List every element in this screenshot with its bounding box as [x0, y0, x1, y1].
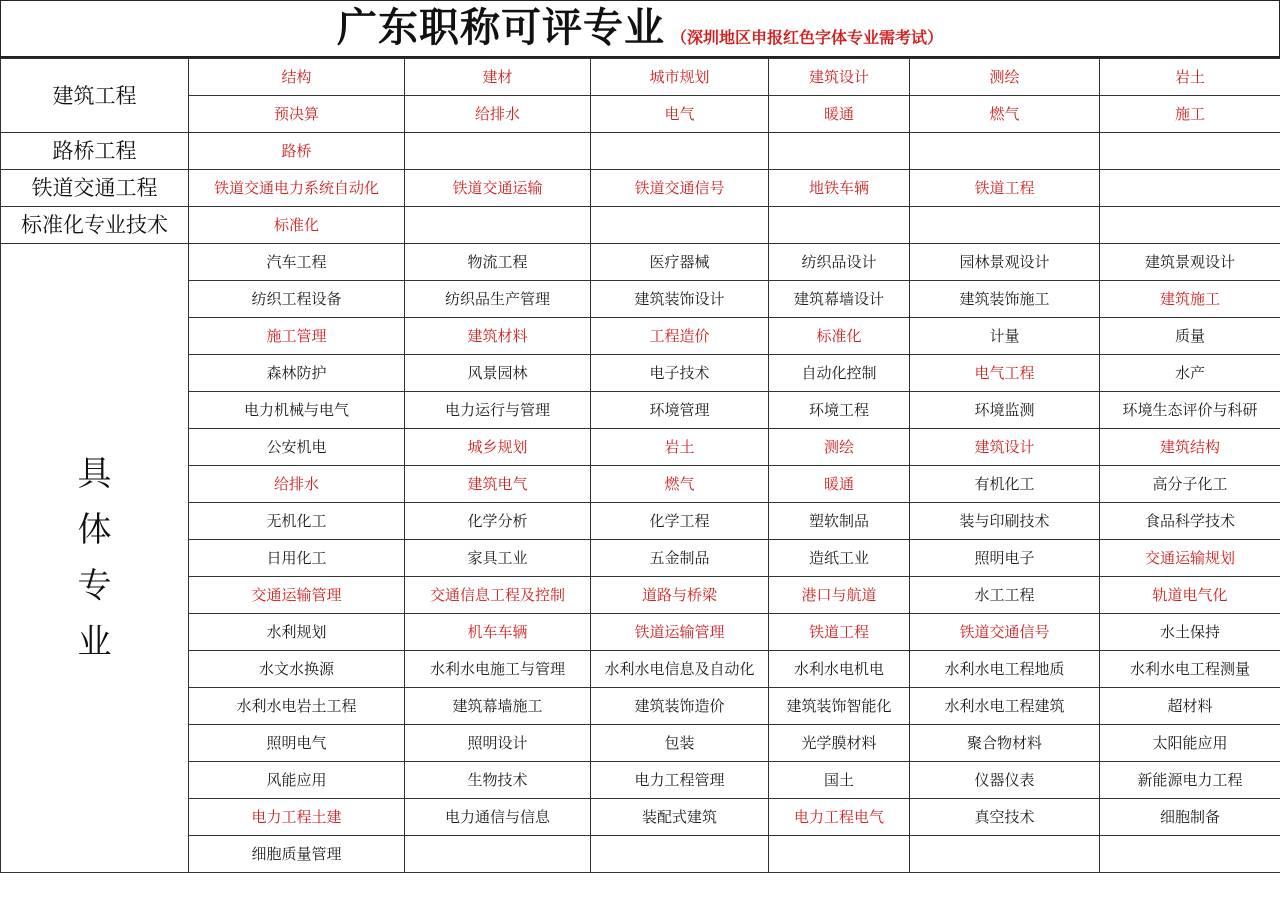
- major-cell[interactable]: 公安机电: [189, 429, 405, 466]
- major-cell[interactable]: 施工: [1100, 96, 1280, 133]
- major-cell[interactable]: 水利水电岩土工程: [189, 688, 405, 725]
- majors-table: [0, 58, 1280, 873]
- major-cell[interactable]: 纺织工程设备: [189, 281, 405, 318]
- major-cell[interactable]: 塑软制品: [769, 503, 910, 540]
- major-cell[interactable]: 纺织品设计: [769, 244, 910, 281]
- empty-cell[interactable]: [405, 836, 591, 873]
- major-cell[interactable]: 建筑施工: [1100, 281, 1280, 318]
- major-cell[interactable]: 生物技术: [405, 762, 591, 799]
- major-cell[interactable]: 标准化: [189, 207, 405, 244]
- title-row: [0, 0, 1280, 58]
- major-cell[interactable]: 装配式建筑: [591, 799, 769, 836]
- major-cell[interactable]: 电力工程管理: [591, 762, 769, 799]
- major-cell[interactable]: 交通运输规划: [1100, 540, 1280, 577]
- major-cell[interactable]: 食品科学技术: [1100, 503, 1280, 540]
- category-cell: [1, 244, 189, 873]
- empty-cell[interactable]: [405, 133, 591, 170]
- table-row: [1, 170, 1280, 207]
- major-cell[interactable]: 水工工程: [910, 577, 1100, 614]
- major-cell[interactable]: 水利水电机电: [769, 651, 910, 688]
- major-cell[interactable]: 无机化工: [189, 503, 405, 540]
- major-cell[interactable]: 家具工业: [405, 540, 591, 577]
- major-cell[interactable]: 电力工程电气: [769, 799, 910, 836]
- major-cell[interactable]: 工程造价: [591, 318, 769, 355]
- major-cell[interactable]: 路桥: [189, 133, 405, 170]
- major-cell[interactable]: 水利水电工程建筑: [910, 688, 1100, 725]
- major-cell[interactable]: 铁道交通信号: [591, 170, 769, 207]
- empty-cell[interactable]: [1100, 207, 1280, 244]
- major-cell[interactable]: 环境生态评价与科研: [1100, 392, 1280, 429]
- major-cell[interactable]: 交通运输管理: [189, 577, 405, 614]
- major-cell[interactable]: 水利水电信息及自动化: [591, 651, 769, 688]
- major-cell[interactable]: 水产: [1100, 355, 1280, 392]
- major-cell[interactable]: 新能源电力工程: [1100, 762, 1280, 799]
- major-cell[interactable]: 环境监测: [910, 392, 1100, 429]
- category-cell: 标准化专业技术: [1, 207, 189, 244]
- page-title: 广东职称可评专业: [336, 4, 665, 51]
- major-cell[interactable]: 测绘: [910, 59, 1100, 96]
- empty-cell[interactable]: [591, 207, 769, 244]
- major-cell[interactable]: 建筑装饰设计: [591, 281, 769, 318]
- major-cell[interactable]: 国土: [769, 762, 910, 799]
- major-cell[interactable]: 水文水换源: [189, 651, 405, 688]
- major-cell[interactable]: 电气: [591, 96, 769, 133]
- major-cell[interactable]: 风能应用: [189, 762, 405, 799]
- major-cell[interactable]: 给排水: [189, 466, 405, 503]
- empty-cell[interactable]: [591, 133, 769, 170]
- major-cell[interactable]: 水利水电施工与管理: [405, 651, 591, 688]
- major-cell[interactable]: 铁道交通电力系统自动化: [189, 170, 405, 207]
- major-cell[interactable]: 照明电气: [189, 725, 405, 762]
- major-cell[interactable]: 建筑景观设计: [1100, 244, 1280, 281]
- empty-cell[interactable]: [1100, 133, 1280, 170]
- table-row: [1, 207, 1280, 244]
- major-cell[interactable]: 铁道工程: [910, 170, 1100, 207]
- major-cell[interactable]: 机车车辆: [405, 614, 591, 651]
- major-cell[interactable]: 铁道工程: [769, 614, 910, 651]
- category-char: 业: [77, 622, 112, 662]
- table-row: [1, 429, 1280, 466]
- major-cell[interactable]: 电力通信与信息: [405, 799, 591, 836]
- major-cell[interactable]: 聚合物材料: [910, 725, 1100, 762]
- empty-cell[interactable]: [910, 836, 1100, 873]
- major-cell[interactable]: 暖通: [769, 96, 910, 133]
- major-cell[interactable]: 给排水: [405, 96, 591, 133]
- table-row: [1, 725, 1280, 762]
- major-cell[interactable]: 细胞制备: [1100, 799, 1280, 836]
- major-cell[interactable]: 照明设计: [405, 725, 591, 762]
- table-row: [1, 540, 1280, 577]
- major-cell[interactable]: 结构: [189, 59, 405, 96]
- major-cell[interactable]: 建材: [405, 59, 591, 96]
- major-cell[interactable]: 化学工程: [591, 503, 769, 540]
- major-cell[interactable]: 岩土: [1100, 59, 1280, 96]
- major-cell[interactable]: 太阳能应用: [1100, 725, 1280, 762]
- table-row: [1, 836, 1280, 873]
- major-cell[interactable]: 自动化控制: [769, 355, 910, 392]
- major-cell[interactable]: 风景园林: [405, 355, 591, 392]
- major-cell[interactable]: 有机化工: [910, 466, 1100, 503]
- table-row: [1, 466, 1280, 503]
- major-cell[interactable]: 水利规划: [189, 614, 405, 651]
- major-cell[interactable]: 装与印刷技术: [910, 503, 1100, 540]
- table-row: [1, 96, 1280, 133]
- empty-cell[interactable]: [591, 836, 769, 873]
- category-cell: 铁道交通工程: [1, 170, 189, 207]
- major-cell[interactable]: 真空技术: [910, 799, 1100, 836]
- major-cell[interactable]: 光学膜材料: [769, 725, 910, 762]
- major-cell[interactable]: 标准化: [769, 318, 910, 355]
- table-body: [1, 59, 1280, 873]
- major-cell[interactable]: 包装: [591, 725, 769, 762]
- major-cell[interactable]: 质量: [1100, 318, 1280, 355]
- major-cell[interactable]: 电力机械与电气: [189, 392, 405, 429]
- major-cell[interactable]: 纺织品生产管理: [405, 281, 591, 318]
- category-char: 体: [77, 510, 112, 550]
- major-cell[interactable]: 医疗器械: [591, 244, 769, 281]
- major-cell[interactable]: 电力运行与管理: [405, 392, 591, 429]
- table-row: [1, 133, 1280, 170]
- table-row: [1, 614, 1280, 651]
- major-cell[interactable]: 城市规划: [591, 59, 769, 96]
- table-row: [1, 392, 1280, 429]
- category-cell: 建筑工程: [1, 59, 189, 133]
- major-cell[interactable]: 水土保持: [1100, 614, 1280, 651]
- table-row: [1, 799, 1280, 836]
- major-cell[interactable]: 建筑结构: [1100, 429, 1280, 466]
- major-cell[interactable]: 暖通: [769, 466, 910, 503]
- major-cell[interactable]: 建筑幕墙设计: [769, 281, 910, 318]
- table-row: [1, 651, 1280, 688]
- major-cell[interactable]: 五金制品: [591, 540, 769, 577]
- empty-cell[interactable]: [910, 207, 1100, 244]
- major-cell[interactable]: 铁道交通信号: [910, 614, 1100, 651]
- title-note: （深圳地区申报红色字体专业需考试）: [670, 28, 943, 47]
- table-row: [1, 318, 1280, 355]
- major-cell[interactable]: 燃气: [910, 96, 1100, 133]
- major-cell[interactable]: 电力工程土建: [189, 799, 405, 836]
- empty-cell[interactable]: [769, 133, 910, 170]
- major-cell[interactable]: 建筑设计: [910, 429, 1100, 466]
- category-char: 具: [77, 454, 112, 494]
- empty-cell[interactable]: [405, 207, 591, 244]
- major-cell[interactable]: 水利水电工程地质: [910, 651, 1100, 688]
- major-cell[interactable]: 计量: [910, 318, 1100, 355]
- major-cell[interactable]: 环境工程: [769, 392, 910, 429]
- major-cell[interactable]: 造纸工业: [769, 540, 910, 577]
- table-row: [1, 762, 1280, 799]
- table-row: [1, 688, 1280, 725]
- major-cell[interactable]: 森林防护: [189, 355, 405, 392]
- major-cell[interactable]: 施工管理: [189, 318, 405, 355]
- table-row: [1, 281, 1280, 318]
- major-cell[interactable]: 轨道电气化: [1100, 577, 1280, 614]
- major-cell[interactable]: 仪器仪表: [910, 762, 1100, 799]
- major-cell[interactable]: 交通信息工程及控制: [405, 577, 591, 614]
- major-cell[interactable]: 道路与桥梁: [591, 577, 769, 614]
- empty-cell[interactable]: [1100, 836, 1280, 873]
- major-cell[interactable]: 照明电子: [910, 540, 1100, 577]
- major-cell[interactable]: 建筑装饰智能化: [769, 688, 910, 725]
- category-cell: 路桥工程: [1, 133, 189, 170]
- table-row: [1, 355, 1280, 392]
- major-cell[interactable]: 港口与航道: [769, 577, 910, 614]
- major-cell[interactable]: 测绘: [769, 429, 910, 466]
- major-cell[interactable]: 建筑设计: [769, 59, 910, 96]
- table-row: [1, 503, 1280, 540]
- table-row: [1, 577, 1280, 614]
- empty-cell[interactable]: [910, 133, 1100, 170]
- major-cell[interactable]: 水利水电工程测量: [1100, 651, 1280, 688]
- empty-cell[interactable]: [769, 836, 910, 873]
- major-cell[interactable]: 岩土: [591, 429, 769, 466]
- major-cell[interactable]: 建筑装饰施工: [910, 281, 1100, 318]
- empty-cell[interactable]: [1100, 170, 1280, 207]
- empty-cell[interactable]: [769, 207, 910, 244]
- major-cell[interactable]: 预决算: [189, 96, 405, 133]
- major-cell[interactable]: 地铁车辆: [769, 170, 910, 207]
- table-row: [1, 59, 1280, 96]
- major-cell[interactable]: 化学分析: [405, 503, 591, 540]
- major-cell[interactable]: 建筑电气: [405, 466, 591, 503]
- major-cell[interactable]: 超材料: [1100, 688, 1280, 725]
- major-cell[interactable]: 建筑幕墙施工: [405, 688, 591, 725]
- major-cell[interactable]: 城乡规划: [405, 429, 591, 466]
- major-cell[interactable]: 铁道交通运输: [405, 170, 591, 207]
- major-cell[interactable]: 环境管理: [591, 392, 769, 429]
- major-cell[interactable]: 园林景观设计: [910, 244, 1100, 281]
- major-cell[interactable]: 细胞质量管理: [189, 836, 405, 873]
- major-cell[interactable]: 日用化工: [189, 540, 405, 577]
- major-cell[interactable]: 电气工程: [910, 355, 1100, 392]
- major-cell[interactable]: 建筑装饰造价: [591, 688, 769, 725]
- major-cell[interactable]: 建筑材料: [405, 318, 591, 355]
- major-cell[interactable]: 汽车工程: [189, 244, 405, 281]
- major-cell[interactable]: 高分子化工: [1100, 466, 1280, 503]
- category-char: 专: [77, 566, 112, 606]
- major-cell[interactable]: 物流工程: [405, 244, 591, 281]
- major-cell[interactable]: 燃气: [591, 466, 769, 503]
- major-cell[interactable]: 铁道运输管理: [591, 614, 769, 651]
- table-row: [1, 244, 1280, 281]
- major-cell[interactable]: 电子技术: [591, 355, 769, 392]
